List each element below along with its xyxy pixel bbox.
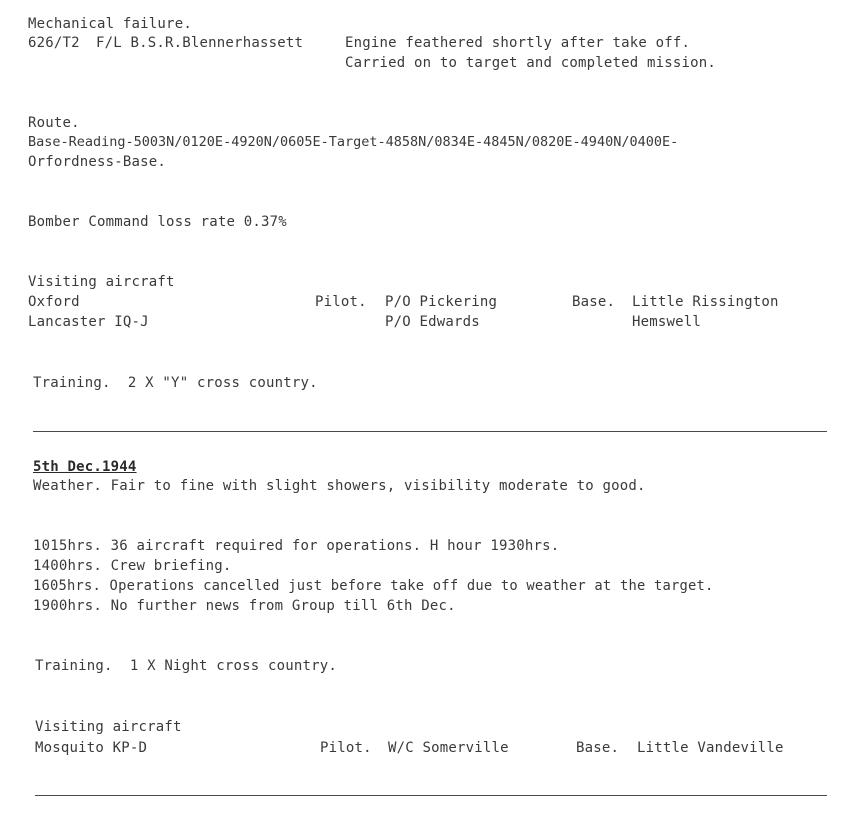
- failure-pilot: F/L B.S.R.Blennerhassett: [96, 35, 304, 51]
- date-heading: 5th Dec.1944: [33, 459, 137, 475]
- log-entry: 1605hrs. Operations cancelled just before take off due to weather at the target.: [33, 578, 714, 594]
- base-label: Base.: [576, 740, 620, 756]
- mechanical-failure-heading: Mechanical failure.: [28, 16, 192, 32]
- log-entry: 1900hrs. No further news from Group till 6th Dec.: [33, 598, 456, 614]
- section-divider: [35, 795, 827, 796]
- visiting-aircraft-heading: Visiting aircraft: [28, 274, 175, 290]
- section-divider: [33, 431, 827, 432]
- pilot-label: Pilot.: [320, 740, 372, 756]
- pilot-label: Pilot.: [315, 294, 367, 310]
- route-line-2: Orfordness-Base.: [28, 154, 167, 170]
- log-entry: 1015hrs. 36 aircraft required for operations. H hour 1930hrs.: [33, 538, 560, 554]
- weather-note: Weather. Fair to fine with slight showers, visibility moderate to good.: [33, 478, 646, 494]
- visiting-pilot: P/O Edwards: [385, 314, 480, 330]
- visiting-aircraft-name: Oxford: [28, 294, 80, 310]
- visiting-base: Little Rissington: [632, 294, 779, 310]
- loss-rate: Bomber Command loss rate 0.37%: [28, 214, 287, 230]
- log-entry: 1400hrs. Crew briefing.: [33, 558, 232, 574]
- visiting-pilot: W/C Somerville: [388, 740, 509, 756]
- failure-note-line1: Engine feathered shortly after take off.: [345, 35, 691, 51]
- route-line-1: Base-Reading-5003N/0120E-4920N/0605E-Target-4858N/0834E-4845N/0820E-4940N/0400E-: [28, 134, 679, 150]
- base-label: Base.: [572, 294, 616, 310]
- failure-note-line2: Carried on to target and completed mission.: [345, 55, 717, 71]
- training-note: Training. 2 X "Y" cross country.: [33, 375, 318, 391]
- failure-entry-id: 626/T2: [28, 35, 80, 51]
- route-heading: Route.: [28, 115, 80, 131]
- visiting-base: Hemswell: [632, 314, 702, 330]
- visiting-aircraft-name: Mosquito KP-D: [35, 740, 148, 756]
- training-note: Training. 1 X Night cross country.: [35, 658, 338, 674]
- visiting-base: Little Vandeville: [637, 740, 784, 756]
- visiting-pilot: P/O Pickering: [385, 294, 498, 310]
- visiting-aircraft-name: Lancaster IQ-J: [28, 314, 149, 330]
- visiting-aircraft-heading: Visiting aircraft: [35, 719, 182, 735]
